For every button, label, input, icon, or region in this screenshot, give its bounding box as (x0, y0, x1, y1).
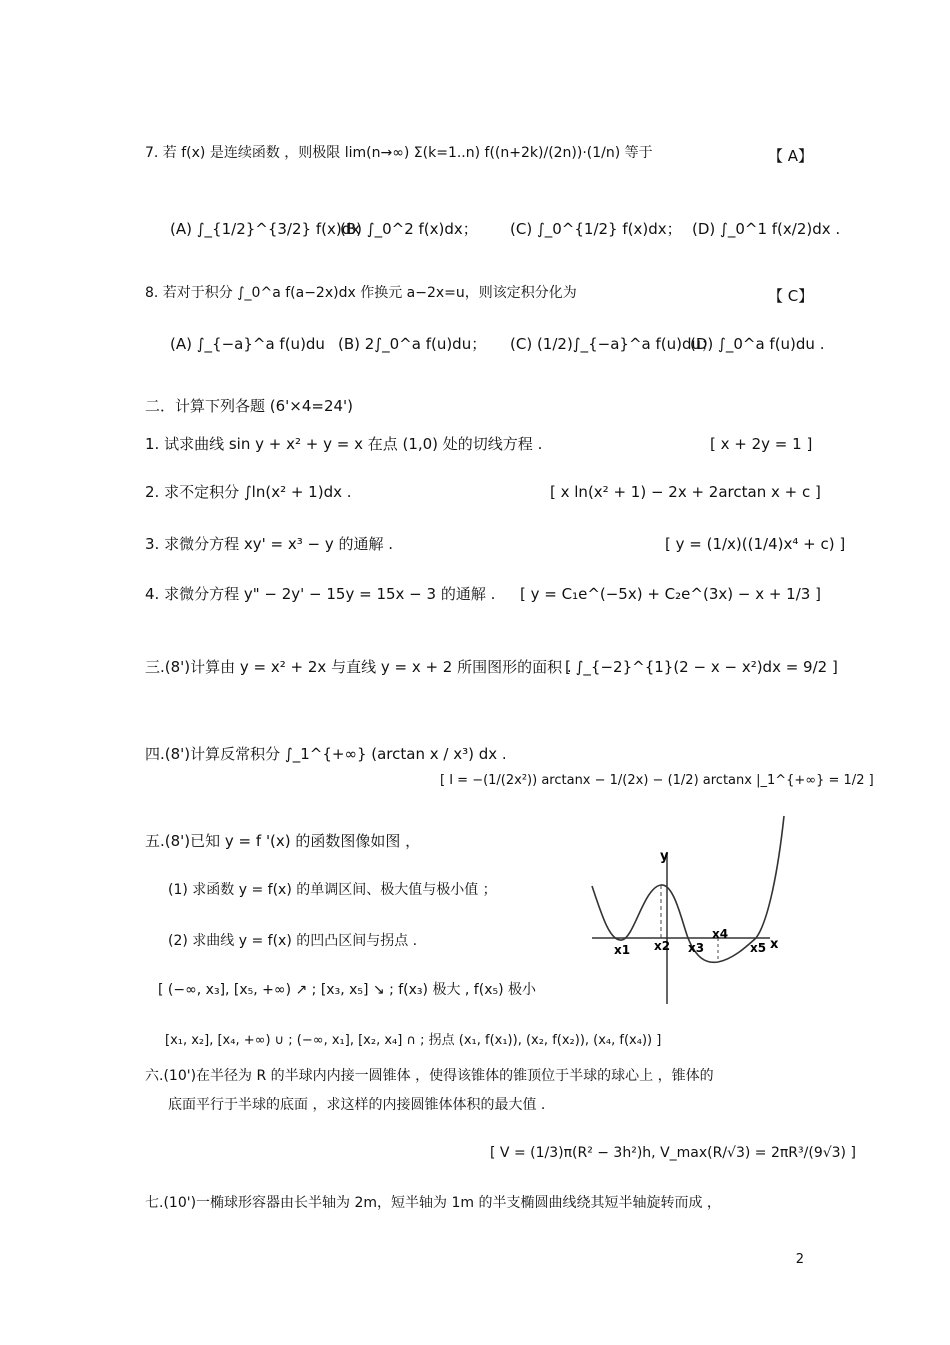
q7-option-c: (C) ∫_0^{1/2} f(x)dx； (510, 220, 682, 238)
section2-q4: 4. 求微分方程 y" − 2y' − 15y = 15x − 3 的通解 . (145, 585, 496, 603)
section5-answer2: [x₁, x₂], [x₄, +∞) ∪ ; (−∞, x₁], [x₂, x₄] ∩ ; 拐点 (x₁, f(x₁)), (x₂, f(x₂)), (x₄, f(x₄)) ] (165, 1033, 662, 1048)
section5-question: 五.(8')已知 y = f '(x) 的函数图像如图 ， (145, 832, 421, 850)
q8-option-d: (D) ∫_0^a f(u)du . (690, 335, 825, 353)
derivative-graph (588, 812, 788, 1007)
section5-sub1: (1) 求函数 y = f(x) 的单调区间、极大值与极小值 ； (168, 882, 497, 898)
q8-option-a: (A) ∫_{−a}^a f(u)du (170, 335, 325, 353)
section2-q1: 1. 试求曲线 sin y + x² + y = x 在点 (1,0) 处的切线方程 . (145, 435, 543, 453)
section3-question: 三.(8')计算由 y = x² + 2x 与直线 y = x + 2 所围图形的面积 . (145, 658, 572, 676)
label-x4: x4 (712, 927, 729, 941)
label-x3: x3 (688, 941, 705, 955)
section2-q3: 3. 求微分方程 xy' = x³ − y 的通解 . (145, 535, 394, 553)
label-x5: x5 (750, 941, 767, 955)
q7-text: 7. 若 f(x) 是连续函数 ，则极限 lim(n→∞) Σ(k=1..n) f((n+2k)/(2n))·(1/n) 等于 (145, 145, 653, 161)
axis-label-x: x (770, 937, 779, 952)
section2-title: 二．计算下列各题 (6'×4=24') (145, 397, 354, 415)
q8-option-b: (B) 2∫_0^a f(u)du； (338, 335, 487, 353)
q7-option-a: (A) ∫_{1/2}^{3/2} f(x)dx (170, 220, 361, 238)
section4-answer: [ I = −(1/(2x²)) arctanx − 1/(2x) − (1/2) arctanx |_1^{+∞} = 1/2 ] (440, 773, 874, 788)
section6-answer: [ V = (1/3)π(R² − 3h²)h, V_max(R/√3) = 2πR³/(9√3) ] (490, 1145, 856, 1161)
section4-question: 四.(8')计算反常积分 ∫_1^{+∞} (arctan x / x³) dx . (145, 745, 507, 763)
label-x2: x2 (654, 939, 671, 953)
axis-label-y: y (660, 849, 669, 864)
section2-a1: [ x + 2y = 1 ] (710, 435, 813, 453)
q7-answer: 【 A】 (768, 147, 814, 165)
section2-q2: 2. 求不定积分 ∫ln(x² + 1)dx . (145, 483, 352, 501)
section2-a2: [ x ln(x² + 1) − 2x + 2arctan x + c ] (550, 483, 821, 501)
section5-sub2: (2) 求曲线 y = f(x) 的凹凸区间与拐点 . (168, 933, 418, 949)
q8-option-c: (C) (1/2)∫_{−a}^a f(u)du； (510, 335, 717, 353)
section6-question-line1: 六.(10')在半径为 R 的半球内内接一圆锥体 ，使得该锥体的锥顶位于半球的球心上 ，锥体的 (145, 1068, 714, 1084)
section5-answer1: [ (−∞, x₃], [x₅, +∞) ↗ ; [x₃, x₅] ↘ ; f(x₃) 极大 , f(x₅) 极小 (158, 982, 537, 998)
section7-question: 七.(10')一椭球形容器由长半轴为 2m，短半轴为 1m 的半支椭圆曲线绕其短半轴旋转而成 ， (145, 1195, 721, 1211)
section2-a3: [ y = (1/x)((1/4)x⁴ + c) ] (665, 535, 846, 553)
q7-option-b: (B) ∫_0^2 f(x)dx； (340, 220, 478, 238)
q7-option-d: (D) ∫_0^1 f(x/2)dx . (692, 220, 841, 238)
section6-question-line2: 底面平行于半球的底面 ，求这样的内接圆锥体体积的最大值 . (168, 1097, 546, 1113)
q8-text: 8. 若对于积分 ∫_0^a f(a−2x)dx 作换元 a−2x=u，则该定积分化为 (145, 285, 577, 301)
label-x1: x1 (614, 943, 631, 957)
section3-answer: [ ∫_{−2}^{1}(2 − x − x²)dx = 9/2 ] (565, 658, 838, 676)
page-number: 2 (795, 1252, 804, 1267)
q8-answer: 【 C】 (768, 287, 814, 305)
section2-a4: [ y = C₁e^(−5x) + C₂e^(3x) − x + 1/3 ] (520, 585, 821, 603)
